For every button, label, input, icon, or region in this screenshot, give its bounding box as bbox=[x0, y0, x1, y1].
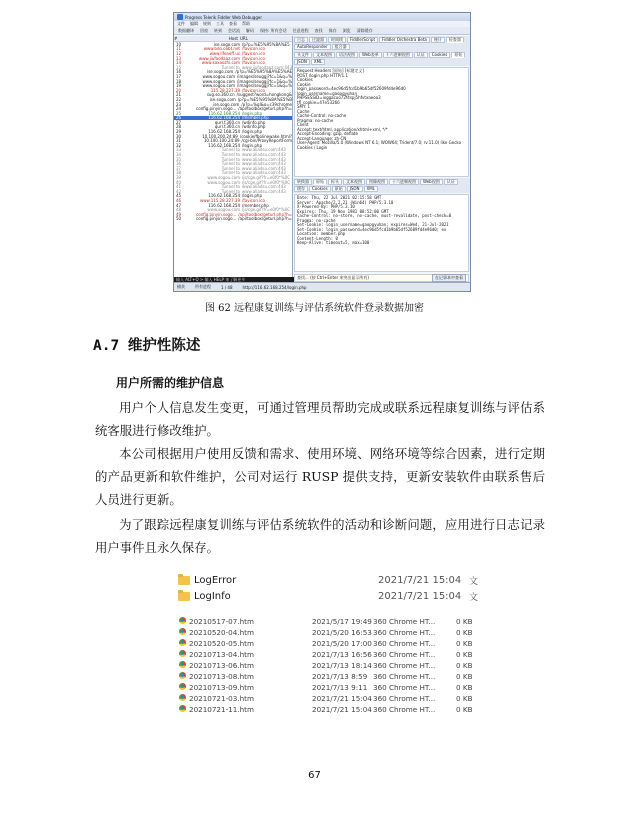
session-host: ise.sogo.com bbox=[213, 101, 240, 107]
inspector-tab: 文本视图 bbox=[343, 179, 365, 185]
session-host: ise.sogo.com bbox=[209, 96, 236, 102]
session-url: /images/seuggj?fc=1&q=% bbox=[237, 73, 292, 79]
file-name: 20210713-09.htm bbox=[189, 683, 254, 692]
folder-icon bbox=[178, 576, 190, 585]
session-number: 23 bbox=[176, 101, 182, 107]
request-header-line: SMY: 1 bbox=[297, 104, 311, 109]
file-row bbox=[172, 682, 484, 693]
log-folder-listing bbox=[172, 566, 484, 718]
session-url: www.aliadsu.com:443 bbox=[242, 156, 286, 162]
session-host: www.bdo.oabt.net bbox=[203, 46, 240, 52]
session-number: 40 bbox=[176, 179, 182, 185]
file-size: 0 KB bbox=[456, 683, 473, 692]
menu-item: 规则 bbox=[203, 21, 211, 26]
session-url: /api/toolbox/geturl.php?h= bbox=[238, 211, 292, 217]
session-number: 10 bbox=[176, 41, 182, 47]
session-number: 27 bbox=[176, 119, 182, 125]
chrome-file-icon bbox=[179, 628, 186, 635]
file-type: 360 Chrome HT... bbox=[373, 639, 436, 648]
session-host: www.lifeaeff.us bbox=[209, 50, 240, 56]
session-number: 31 bbox=[176, 138, 182, 144]
request-header-line: Cache-Control: no-cache bbox=[297, 113, 347, 118]
chrome-file-icon bbox=[179, 705, 186, 712]
session-number: 18 bbox=[176, 78, 182, 84]
session-number: 19 bbox=[176, 83, 182, 89]
view-in-notepad-button: 在记事本中查看 bbox=[432, 274, 466, 282]
response-header-line: X-Powered-By: PHP/5.3.10 bbox=[297, 204, 355, 209]
fiddler-title: Progress Telerik Fiddler Web Debugger bbox=[185, 14, 262, 20]
session-host: www.sogou.com bbox=[202, 73, 236, 79]
folder-row bbox=[172, 588, 484, 604]
session-url: /suggest?word=hongkong& bbox=[236, 92, 292, 98]
inspector-panel bbox=[293, 36, 470, 283]
folder-row bbox=[172, 572, 484, 588]
session-number: 41 bbox=[176, 184, 182, 190]
session-host: Tunnel to bbox=[221, 152, 240, 158]
toolbar-item: 任意进程 bbox=[292, 27, 309, 33]
session-url: /login.php bbox=[242, 110, 262, 116]
inspector-tab: Web表单 bbox=[359, 52, 382, 58]
session-url: /favicon.ico bbox=[242, 87, 265, 93]
file-date: 2021/7/21 15:04 bbox=[312, 705, 372, 714]
quickexec-bar: 输入 ALT+Q > 输入 HELP 来了解更多 bbox=[174, 277, 294, 283]
toolbar-item: 数据翻译 bbox=[178, 27, 194, 33]
file-name: 20210721-11.htm bbox=[189, 705, 254, 714]
paragraph-3 bbox=[95, 513, 545, 559]
session-host: config.pinyin.sogo... bbox=[196, 216, 237, 222]
file-row bbox=[172, 693, 484, 704]
session-url: /api/toolbox/geturl.php?h= bbox=[238, 216, 292, 222]
session-url: /p?p=%E5%95%8A%E5%B bbox=[237, 96, 292, 102]
file-row bbox=[172, 627, 484, 638]
subsection-heading: 用户所需的维护信息 bbox=[116, 376, 225, 390]
session-url: /api/toolbox/geturl.php?h= bbox=[238, 106, 292, 112]
inspector-tab: 语法视图 bbox=[336, 52, 358, 58]
paragraph-2-text: 本公司根据用户使用反馈和需求、使用环境、网络环境等综合因素，进行定期的产品更新和软件维护，公司对运行 RUSP 提供支持，更新安装软件由联系售后人员进行更新。 bbox=[95, 446, 545, 507]
session-host: Tunnel to bbox=[221, 170, 240, 176]
file-size: 0 KB bbox=[456, 661, 473, 670]
paragraph-1-text: 用户个人信息发生变更，可通过管理员帮助完成或联系远程康复训练与评估系统客服进行修改维护。 bbox=[95, 400, 545, 438]
fiddler-title-bar bbox=[174, 13, 470, 21]
session-url: /wdinfo.php bbox=[242, 124, 266, 130]
session-url: /login.php bbox=[242, 142, 262, 148]
file-size: 0 KB bbox=[456, 650, 473, 659]
session-number: 15 bbox=[176, 64, 182, 70]
response-raw-pane bbox=[294, 194, 469, 272]
toolbar-item: 会话流 bbox=[228, 27, 240, 33]
inspector-tab: 十六进制视图 bbox=[389, 179, 419, 185]
folder-name: LogInfo bbox=[194, 590, 231, 602]
file-name: 20210520-05.htm bbox=[189, 639, 254, 648]
session-url: www.aliadsu.com:443 bbox=[242, 165, 286, 171]
file-row bbox=[172, 616, 484, 627]
session-url: /favicon.ico bbox=[242, 46, 265, 52]
figure-caption: 图 62 远程康复训练与评估系统软件登录数据加密 bbox=[204, 303, 425, 314]
session-host: www.kaxaozhi.com bbox=[201, 60, 240, 66]
session-url: www.aliadsu.com:443 bbox=[242, 161, 286, 167]
session-number: 25 bbox=[176, 110, 182, 116]
inspector-tab: FiddlerScript bbox=[347, 37, 378, 43]
session-host: qurl.f.360.cn bbox=[214, 124, 240, 130]
request-header-line: Accept-Encoding: gzip, deflate bbox=[297, 131, 358, 136]
inspector-tab: 检查器 bbox=[446, 37, 464, 43]
session-url: /favicon.ico bbox=[242, 60, 265, 66]
session-url: /login.php bbox=[242, 193, 262, 199]
session-host: www.sogou.com bbox=[207, 207, 240, 213]
session-host: 116.62.168.254 bbox=[208, 129, 240, 135]
session-url: /favicon.ico bbox=[242, 50, 265, 56]
response-header-line: Expires: Thu, 19 Nov 1981 08:52:00 GMT bbox=[297, 208, 389, 214]
session-number: 20 bbox=[176, 87, 182, 93]
session-host: Tunnel to bbox=[221, 156, 240, 162]
toolbar-item: 查找 bbox=[314, 27, 323, 33]
section-heading: A.7 维护性陈述 bbox=[93, 338, 201, 354]
file-name: 20210713-06.htm bbox=[189, 661, 254, 670]
inspector-tab: 原始 bbox=[313, 179, 327, 185]
inspector-tab: 组合器 bbox=[332, 44, 350, 50]
inspector-tab: 十六进制视图 bbox=[383, 52, 413, 58]
session-number: 33 bbox=[176, 147, 182, 153]
session-url: /cgi-bin/ProxyReportForm bbox=[241, 138, 292, 144]
status-item: 1 / 48 bbox=[221, 284, 233, 290]
file-type: 360 Chrome HT... bbox=[373, 705, 436, 714]
session-url: /favicon.ico bbox=[242, 197, 265, 203]
response-header-line: Cache-Control: no-store, no-cache, must-revalidate, post-check=0 bbox=[297, 213, 452, 218]
file-type: 360 Chrome HT... bbox=[373, 672, 436, 681]
response-header-line: Set-Cookie: login_password=4ec96d5fcd1b9b65df52609fd4e96d0; ex bbox=[297, 226, 447, 232]
session-url: /member.php bbox=[242, 202, 269, 208]
session-list bbox=[174, 36, 293, 283]
chrome-file-icon bbox=[179, 694, 186, 701]
paragraph-1 bbox=[95, 396, 545, 442]
session-host: config.pinyin.sogo... bbox=[196, 211, 237, 217]
toolbar-item: 浏览 bbox=[342, 27, 351, 33]
request-header-line: Request Headers [原始] [标题定义] bbox=[297, 68, 364, 73]
session-host: www.115.28.227.39 bbox=[200, 197, 240, 203]
file-row bbox=[172, 649, 484, 660]
toolbar-item: 解码 bbox=[246, 27, 254, 33]
request-header-line: login_username=gaopgyuhan bbox=[297, 90, 358, 96]
session-url: www.aliadsu.com:443 bbox=[242, 170, 286, 176]
status-item: 所有进程 bbox=[195, 284, 211, 289]
session-number: 42 bbox=[176, 188, 182, 194]
session-host: sug.so.360.cn bbox=[206, 92, 235, 98]
session-number: 47 bbox=[176, 202, 182, 208]
session-number: 13 bbox=[176, 55, 182, 61]
session-number: 49 bbox=[176, 211, 182, 217]
session-host: Tunnel to bbox=[221, 184, 240, 190]
session-host: www.sogou.com bbox=[202, 78, 236, 84]
session-host: ise.sogo.com bbox=[213, 41, 240, 47]
file-type: 360 Chrome HT... bbox=[373, 617, 436, 626]
file-name: 20210713-04.htm bbox=[189, 650, 254, 659]
inspector-tab: 转换器 bbox=[294, 179, 312, 185]
session-number: 12 bbox=[176, 50, 182, 56]
session-number: 30 bbox=[176, 133, 182, 139]
response-header-line: Pragma: no-cache bbox=[297, 217, 336, 223]
session-url: www.aliadsu.com:443 bbox=[242, 184, 286, 190]
session-number: 39 bbox=[176, 175, 182, 181]
inspector-tab: 缓存 bbox=[294, 186, 308, 192]
session-url: /wdinfo.php bbox=[242, 119, 266, 125]
session-number: 28 bbox=[176, 124, 182, 130]
session-row bbox=[174, 217, 292, 222]
request-header-line: Accept: text/html, application/xhtml+xml, */* bbox=[297, 126, 388, 132]
inspector-tab: JSON bbox=[294, 59, 310, 65]
folder-date: 2021/7/21 15:04 bbox=[378, 590, 462, 602]
response-header-line: Set-Cookie: login_username=gaopgyuhan; expires=Wed, 21-Jul-2021 bbox=[297, 222, 449, 227]
response-header-line: Keep-Alive: timeout=5, max=100 bbox=[297, 240, 370, 245]
session-number: 38 bbox=[176, 170, 182, 176]
session-number: 16 bbox=[176, 69, 182, 75]
session-url: www.aliadsu.com:443 bbox=[242, 147, 286, 153]
session-number: 48 bbox=[176, 207, 182, 213]
file-size: 0 KB bbox=[456, 628, 473, 637]
chrome-file-icon bbox=[179, 650, 186, 657]
session-url: www.aliadsu.com:443 bbox=[242, 188, 286, 194]
file-size: 0 KB bbox=[456, 617, 473, 626]
inspector-tab: 统计 bbox=[431, 37, 445, 43]
session-url: /images/seuggj?fc=1&q=% bbox=[237, 83, 292, 89]
session-host: Tunnel to bbox=[221, 161, 240, 167]
session-host: 116.62.168.254 bbox=[208, 142, 240, 148]
toolbar-item: 保存 bbox=[328, 27, 337, 33]
session-url: /login.php bbox=[242, 129, 262, 135]
session-url: /p?p=%E5%95%8A%E5 bbox=[242, 41, 290, 47]
session-host: config.pinyin.sogo... bbox=[196, 106, 237, 112]
chrome-file-icon bbox=[179, 672, 186, 679]
session-url: /js/cge.gif?fr=e0f0*%0C bbox=[242, 179, 291, 185]
folder-name: LogError bbox=[194, 574, 237, 586]
request-header-line: Cookie bbox=[297, 81, 311, 87]
paragraph-2 bbox=[95, 442, 545, 511]
session-host: 10.100.100.24:89 bbox=[203, 138, 240, 144]
inspector-tab: 原始 bbox=[451, 52, 465, 58]
session-url: /cookie/fbolinewake.html? bbox=[239, 133, 292, 139]
folder-type: 文 bbox=[469, 576, 479, 587]
session-host: 116.62.168.254 bbox=[208, 202, 240, 208]
request-header-line: Pragma: no-cache bbox=[297, 117, 334, 123]
status-item: 捕获 bbox=[177, 284, 185, 289]
file-size: 0 KB bbox=[456, 639, 473, 648]
session-host: www.sogou.com bbox=[207, 179, 240, 185]
menu-item: 帮助 bbox=[242, 21, 250, 26]
find-bar bbox=[294, 274, 469, 282]
fiddler-screenshot bbox=[173, 12, 471, 292]
menu-item: 文件 bbox=[177, 21, 185, 26]
status-item: http://116.62.168.254/login.php bbox=[242, 284, 307, 290]
chrome-file-icon bbox=[179, 683, 186, 690]
session-number: 37 bbox=[176, 165, 182, 171]
request-header-line: User-Agent: Mozilla/5.0 (Windows NT 6.1; WOW64; Trident/7.0; rv:11.0) like Gecko bbox=[297, 140, 462, 145]
session-number: 46 bbox=[176, 197, 182, 203]
toolbar-item: 清除缓存 bbox=[356, 27, 373, 33]
session-host: Tunnel to bbox=[221, 64, 240, 70]
session-url: /p?p=%gl&o=c39chrome bbox=[241, 101, 292, 107]
file-type: 360 Chrome HT... bbox=[373, 628, 436, 637]
toolbar-item: 保持: 所有会话 bbox=[260, 27, 287, 33]
session-url: /images/seuggj?fc=1&q=% bbox=[237, 78, 292, 84]
session-host: 116.62.168.254 bbox=[208, 110, 240, 116]
folder-date: 2021/7/21 15:04 bbox=[378, 574, 462, 586]
session-host: www.sogou.com bbox=[207, 175, 240, 181]
file-size: 0 KB bbox=[456, 694, 473, 703]
inspector-tab: 标头 bbox=[328, 179, 342, 185]
folder-icon bbox=[178, 592, 190, 601]
file-date: 2021/7/13 8:59 bbox=[312, 672, 368, 681]
session-host: 116.62.168.254 bbox=[208, 193, 240, 199]
session-number: 36 bbox=[176, 161, 182, 167]
file-row bbox=[172, 704, 484, 715]
inspector-tab: AutoResponder bbox=[294, 44, 331, 50]
file-date: 2021/5/20 16:53 bbox=[312, 628, 372, 637]
session-number: 50 bbox=[176, 216, 182, 222]
file-name: 20210520-04.htm bbox=[189, 628, 254, 637]
session-number: 22 bbox=[176, 96, 182, 102]
inspector-tab: 原始 bbox=[332, 186, 346, 192]
menu-item: 编辑 bbox=[190, 21, 198, 26]
chrome-file-icon bbox=[179, 617, 186, 624]
request-header-line: login_password=4ec96d5fcd1b9b65df52609fd4e96d0 bbox=[297, 86, 406, 91]
response-header-line: Content-Length: 0 bbox=[297, 235, 338, 241]
page-number: 67 bbox=[308, 770, 321, 781]
file-size: 0 KB bbox=[456, 672, 473, 681]
request-header-line: Client bbox=[297, 122, 309, 127]
folder-type: 文 bbox=[469, 592, 479, 603]
file-date: 2021/5/17 19:49 bbox=[312, 617, 372, 626]
file-date: 2021/7/21 15:04 bbox=[312, 694, 372, 703]
session-number: 14 bbox=[176, 60, 182, 66]
inspector-tab: 认证 bbox=[414, 52, 428, 58]
request-header-line: PHPSESSID=ixggacuo72f4spj5hfvtxaeoa3 bbox=[297, 95, 381, 100]
response-tabs bbox=[293, 178, 470, 193]
paragraph-3-text: 为了跟踪远程康复训练与评估系统软件的活动和诊断问题，应用进行日志记录用户事件且永久保存。 bbox=[95, 517, 545, 555]
session-host: Tunnel to bbox=[221, 188, 240, 194]
session-number: 32 bbox=[176, 142, 182, 148]
file-type: 360 Chrome HT... bbox=[373, 650, 436, 659]
session-host: Tunnel to bbox=[221, 147, 240, 153]
inspector-tab: JSON bbox=[347, 186, 363, 192]
session-host: Tunnel to bbox=[221, 165, 240, 171]
session-number: 34 bbox=[176, 152, 182, 158]
file-size: 0 KB bbox=[456, 705, 473, 714]
inspector-tab: XML bbox=[311, 59, 325, 65]
response-header-line: Server: Apache/2.2.21 (Win64) PHP/5.3.10 bbox=[297, 199, 394, 205]
session-url: /member.php bbox=[242, 115, 269, 121]
column-header: Host bbox=[228, 36, 238, 41]
inspector-tab: Cookies bbox=[429, 52, 451, 58]
file-name: 20210517-07.htm bbox=[189, 617, 254, 626]
file-date: 2021/7/13 18:14 bbox=[312, 661, 372, 670]
session-number: 35 bbox=[176, 156, 182, 162]
menu-item: 查看 bbox=[229, 21, 237, 26]
session-url: /p?p=%E5%95%8A%E5%AE bbox=[235, 69, 292, 75]
request-header-line: Accept-Language: zh-CN bbox=[297, 135, 347, 141]
session-url: /js/cge.gif?fr=e0f0*%0C bbox=[242, 207, 291, 213]
file-type: 360 Chrome HT... bbox=[373, 661, 436, 670]
request-header-line: Cookies bbox=[297, 77, 313, 82]
session-url: /js/cge.gif?fr=e0f0*%0C bbox=[242, 175, 291, 181]
inspector-tab: 认证 bbox=[444, 179, 458, 185]
session-number: 21 bbox=[176, 92, 182, 98]
toolbar-item: 回放 bbox=[200, 27, 208, 33]
menu-item: 工具 bbox=[216, 21, 224, 26]
response-header-line: Location: member.php bbox=[297, 231, 346, 236]
inspector-tab: Fiddler Orchestra Beta bbox=[379, 37, 430, 43]
session-number: 45 bbox=[176, 193, 182, 199]
toolbar-item: 转到 bbox=[214, 27, 222, 33]
session-host: qurl.f.360.cn bbox=[214, 119, 240, 125]
fiddler-logo-icon bbox=[177, 14, 183, 20]
session-number: 29 bbox=[176, 129, 182, 135]
chrome-file-icon bbox=[179, 661, 186, 668]
request-header-line: Cookies / Login bbox=[297, 144, 328, 150]
inspector-tab: XML bbox=[364, 186, 378, 192]
session-host: 115.28.227.39 bbox=[210, 87, 240, 93]
fiddler-status-bar bbox=[174, 282, 470, 291]
request-header-line: Cache bbox=[297, 108, 310, 114]
session-host: 10.100.200.24:89 bbox=[202, 133, 238, 139]
response-header-line: Date: Thu, 22 Jul 2021 02:15:58 GMT bbox=[297, 195, 382, 200]
column-header: URL bbox=[240, 36, 248, 41]
inspector-tab: 过滤器 bbox=[309, 37, 327, 43]
session-url: www.aliadsu.com:443 bbox=[242, 152, 286, 158]
inspector-tab: 头文件 bbox=[294, 52, 312, 58]
file-row bbox=[172, 638, 484, 649]
file-name: 20210713-08.htm bbox=[189, 672, 254, 681]
session-number: 17 bbox=[176, 73, 182, 79]
request-tabs bbox=[293, 51, 470, 66]
file-type: 360 Chrome HT... bbox=[373, 683, 436, 692]
inspector-tab: 日志 bbox=[294, 37, 308, 43]
session-host: ise.sogo.com bbox=[207, 69, 234, 75]
column-header: # bbox=[174, 36, 178, 41]
session-number: 11 bbox=[176, 46, 182, 52]
inspector-tab: 图像视图 bbox=[366, 179, 388, 185]
find-placeholder: 查找... (按 Ctrl+Enter 来突出显示所有) bbox=[297, 275, 369, 280]
inspector-top-tabs bbox=[293, 36, 470, 51]
request-header-line: tfl_cookie=47e53266 bbox=[297, 99, 340, 105]
session-host: 116.62.168.254 bbox=[208, 115, 240, 121]
inspector-tab: 文本视图 bbox=[313, 52, 335, 58]
inspector-tab: 时间线 bbox=[328, 37, 346, 43]
session-host: www.sogou.com bbox=[202, 83, 236, 89]
session-host: www.jiufaodaaz.com bbox=[198, 55, 240, 61]
file-type: 360 Chrome HT... bbox=[373, 694, 436, 703]
file-name: 20210721-03.htm bbox=[189, 694, 254, 703]
chrome-file-icon bbox=[179, 639, 186, 646]
file-row bbox=[172, 660, 484, 671]
session-number: 24 bbox=[176, 106, 182, 112]
request-header-line: POST /login.php HTTP/1.1 bbox=[297, 72, 349, 78]
inspector-tab: Web视图 bbox=[420, 179, 443, 185]
inspector-tab: Cookies bbox=[309, 186, 331, 192]
file-date: 2021/7/13 9:11 bbox=[312, 683, 368, 692]
fiddler-toolbar bbox=[174, 27, 470, 35]
session-number: 26 bbox=[176, 115, 182, 121]
session-url: www.jiufaodaaz.com:443 bbox=[241, 64, 292, 70]
file-row bbox=[172, 671, 484, 682]
request-headers-pane bbox=[294, 67, 469, 177]
session-url: /favicon.ico bbox=[242, 55, 265, 61]
file-date: 2021/5/20 17:00 bbox=[312, 639, 372, 648]
file-date: 2021/7/13 16:56 bbox=[312, 650, 372, 659]
